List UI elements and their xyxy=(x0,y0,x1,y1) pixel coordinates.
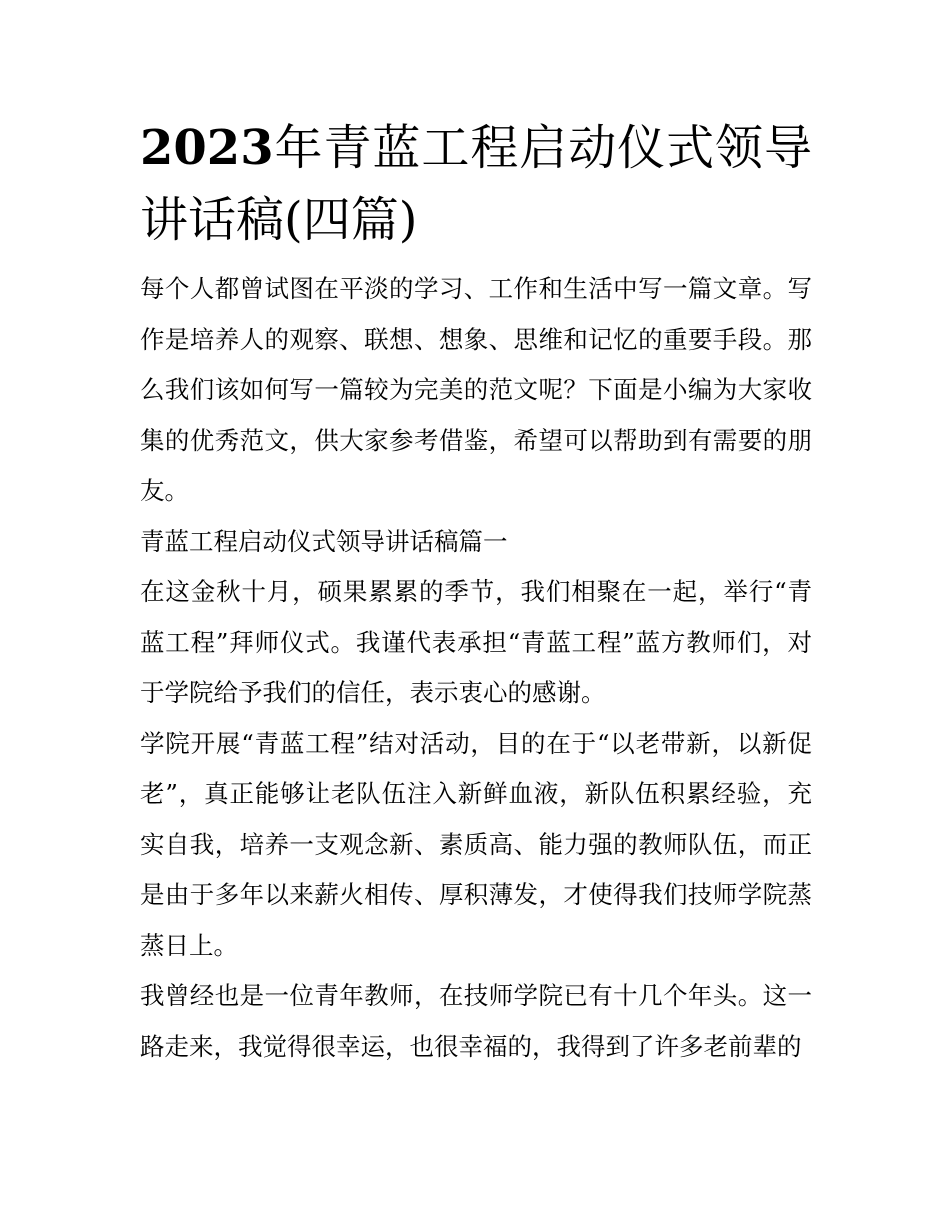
title-text: 年青蓝工程启动仪式领导讲话稿(四篇) xyxy=(140,120,812,248)
intro-paragraph: 每个人都曾试图在平淡的学习、工作和生活中写一篇文章。写作是培养人的观察、联想、想象、思维和记忆的重要手段。那么我们该如何写一篇较为完美的范文呢？下面是小编为大家收集的优秀范文，供大家参考借鉴，希望可以帮助到有需要的朋友。 xyxy=(140,274,812,505)
section-heading: 青蓝工程启动仪式领导讲话稿篇一 xyxy=(140,526,508,556)
body-paragraph: 我曾经也是一位青年教师，在技师学院已有十几个年头。这一路走来，我觉得很幸运，也很幸福的，我得到了许多老前辈的 xyxy=(140,981,812,1061)
body-paragraph: 在这金秋十月，硕果累累的季节，我们相聚在一起，举行“青蓝工程”拜师仪式。我谨代表承担“青蓝工程”蓝方教师们，对于学院给予我们的信任，表示衷心的感谢。 xyxy=(140,577,812,707)
document-body xyxy=(140,112,812,1072)
title-year: 2023 xyxy=(140,120,274,176)
document-title xyxy=(140,112,812,256)
body-paragraph: 学院开展“青蓝工程”结对活动，目的在于“以老带新，以新促老”，真正能够让老队伍注入新鲜血液，新队伍积累经验，充实自我，培养一支观念新、素质高、能力强的教师队伍，而正是由于多年以来薪火相传、厚积薄发，才使得我们技师学院蒸蒸日上。 xyxy=(140,728,812,960)
